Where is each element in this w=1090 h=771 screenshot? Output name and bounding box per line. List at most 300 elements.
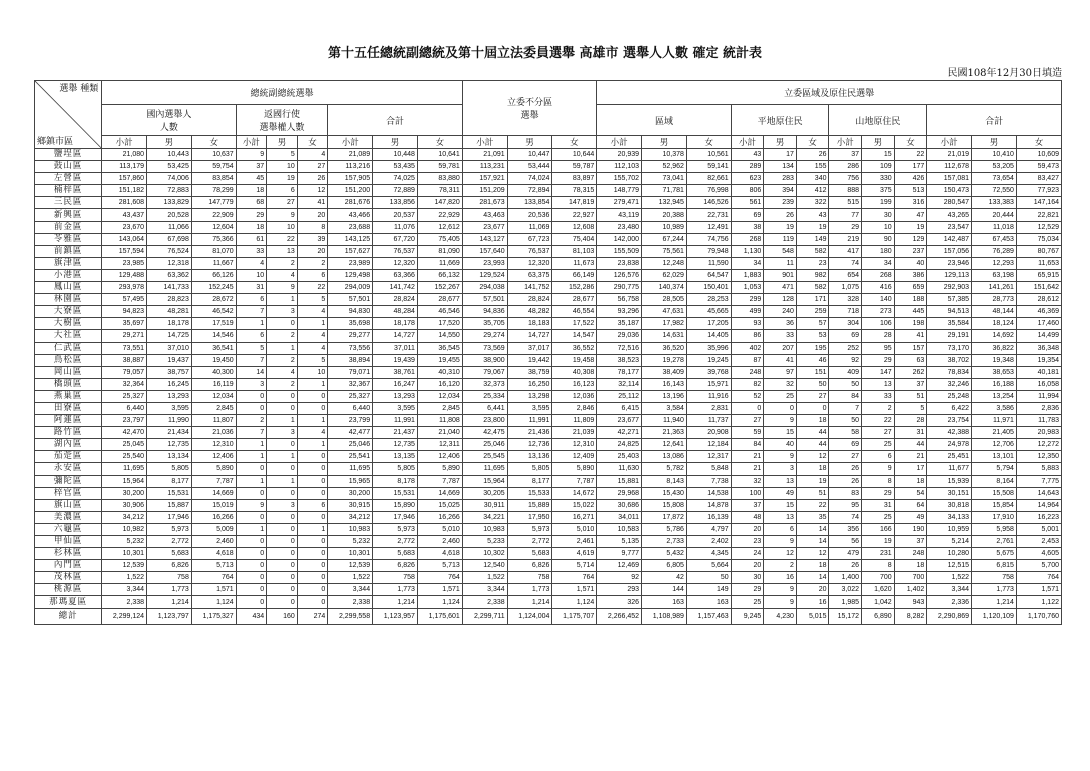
- total-value-cell: 1,175,327: [191, 608, 236, 624]
- value-cell: 582: [796, 282, 829, 294]
- value-cell: 73,654: [972, 173, 1017, 185]
- value-cell: 5,233: [462, 536, 507, 548]
- value-cell: 283: [764, 173, 797, 185]
- value-cell: 40: [764, 439, 797, 451]
- value-cell: 26: [829, 560, 862, 572]
- value-cell: 5,664: [686, 560, 731, 572]
- value-cell: 5,786: [642, 523, 687, 535]
- value-cell: 11,673: [552, 257, 597, 269]
- value-cell: 1,214: [972, 596, 1017, 608]
- value-cell: 42,470: [102, 427, 147, 439]
- value-cell: 12,612: [417, 221, 462, 233]
- value-cell: 34,212: [328, 511, 373, 523]
- value-cell: 11: [764, 257, 797, 269]
- value-cell: 15,964: [102, 475, 147, 487]
- value-cell: 71,781: [642, 185, 687, 197]
- value-cell: 14,964: [1016, 499, 1061, 511]
- value-cell: 2,460: [191, 536, 236, 548]
- total-value-cell: 2,290,869: [927, 608, 972, 624]
- value-cell: 5,232: [102, 536, 147, 548]
- value-cell: 42: [642, 572, 687, 584]
- value-cell: 37,010: [147, 342, 192, 354]
- value-cell: 294,038: [462, 282, 507, 294]
- value-cell: 1,620: [862, 584, 895, 596]
- table-row: [35, 572, 1062, 584]
- value-cell: 75,404: [552, 233, 597, 245]
- value-cell: 157,081: [927, 173, 972, 185]
- district-name-cell: 岡山區: [35, 366, 102, 378]
- value-cell: 0: [267, 318, 298, 330]
- value-cell: 18: [894, 475, 927, 487]
- value-cell: 11,809: [552, 415, 597, 427]
- value-cell: 151,200: [328, 185, 373, 197]
- value-cell: 15,808: [642, 499, 687, 511]
- value-cell: 38,887: [102, 354, 147, 366]
- table-row: [35, 499, 1062, 511]
- value-cell: 155,702: [597, 173, 642, 185]
- value-cell: 26: [829, 463, 862, 475]
- value-cell: 29: [236, 209, 267, 221]
- value-cell: 0: [297, 463, 328, 475]
- value-cell: 50: [686, 572, 731, 584]
- value-cell: 12,641: [642, 439, 687, 451]
- value-cell: 133,829: [147, 197, 192, 209]
- value-cell: 67,698: [147, 233, 192, 245]
- value-cell: 11,590: [686, 257, 731, 269]
- value-cell: 132,945: [642, 197, 687, 209]
- value-cell: 79,948: [686, 245, 731, 257]
- value-cell: 66,126: [191, 269, 236, 281]
- value-cell: 73,556: [328, 342, 373, 354]
- value-cell: 2,845: [191, 402, 236, 414]
- sub-header-male: 男: [862, 136, 895, 149]
- value-cell: 10,301: [102, 548, 147, 560]
- value-cell: 24: [731, 548, 764, 560]
- value-cell: 0: [236, 560, 267, 572]
- mountain-indigenous-header: 山地原住民: [829, 105, 927, 136]
- value-cell: 12,604: [191, 221, 236, 233]
- value-cell: 79,071: [328, 366, 373, 378]
- value-cell: 19: [796, 221, 829, 233]
- sub-header-male: 男: [267, 136, 298, 149]
- value-cell: 394: [764, 185, 797, 197]
- sub-header-subtotal: 小計: [731, 136, 764, 149]
- value-cell: 262: [894, 366, 927, 378]
- value-cell: 15,964: [462, 475, 507, 487]
- value-cell: 7: [829, 402, 862, 414]
- value-cell: 37,011: [373, 342, 418, 354]
- value-cell: 57,501: [328, 294, 373, 306]
- value-cell: 36,520: [642, 342, 687, 354]
- value-cell: 30: [862, 209, 895, 221]
- returning-voters-header: 返國行使 選舉權人數: [236, 105, 328, 136]
- sub-header-female: 女: [686, 136, 731, 149]
- value-cell: 100: [731, 487, 764, 499]
- value-cell: 5: [297, 354, 328, 366]
- value-cell: 83,854: [191, 173, 236, 185]
- value-cell: 38,409: [642, 366, 687, 378]
- value-cell: 129: [894, 233, 927, 245]
- value-cell: 152,286: [552, 282, 597, 294]
- value-cell: 17,982: [642, 318, 687, 330]
- value-cell: 140: [862, 294, 895, 306]
- value-cell: 28,823: [147, 294, 192, 306]
- value-cell: 38,894: [328, 354, 373, 366]
- value-cell: 22: [297, 282, 328, 294]
- value-cell: 9,777: [597, 548, 642, 560]
- value-cell: 5,848: [686, 463, 731, 475]
- value-cell: 17,522: [552, 318, 597, 330]
- value-cell: 61: [236, 233, 267, 245]
- value-cell: 9: [764, 451, 797, 463]
- value-cell: 3,344: [328, 584, 373, 596]
- value-cell: 67,453: [972, 233, 1017, 245]
- value-cell: 23,670: [102, 221, 147, 233]
- value-cell: 16,120: [417, 378, 462, 390]
- total-row: [35, 608, 1062, 624]
- value-cell: 28,677: [552, 294, 597, 306]
- value-cell: 14,643: [1016, 487, 1061, 499]
- value-cell: 48,284: [373, 306, 418, 318]
- value-cell: 66,149: [552, 269, 597, 281]
- value-cell: 64,547: [686, 269, 731, 281]
- value-cell: 41: [894, 330, 927, 342]
- value-cell: 113,216: [328, 161, 373, 173]
- value-cell: 17,950: [507, 511, 552, 523]
- value-cell: 15,939: [927, 475, 972, 487]
- value-cell: 38: [731, 221, 764, 233]
- total-value-cell: 2,299,124: [102, 608, 147, 624]
- value-cell: 20,939: [597, 149, 642, 161]
- value-cell: 322: [796, 197, 829, 209]
- value-cell: 129,488: [102, 269, 147, 281]
- value-cell: 9: [764, 584, 797, 596]
- value-cell: 35,698: [328, 318, 373, 330]
- value-cell: 18: [236, 185, 267, 197]
- value-cell: 32,373: [462, 378, 507, 390]
- value-cell: 19,439: [373, 354, 418, 366]
- value-cell: 23,989: [328, 257, 373, 269]
- value-cell: 152,267: [417, 282, 462, 294]
- value-cell: 166: [862, 523, 895, 535]
- value-cell: 6,826: [373, 560, 418, 572]
- value-cell: 67,720: [373, 233, 418, 245]
- value-cell: 21,089: [328, 149, 373, 161]
- value-cell: 14,550: [417, 330, 462, 342]
- sub-header-subtotal: 小計: [328, 136, 373, 149]
- value-cell: 106: [862, 318, 895, 330]
- value-cell: 1,773: [507, 584, 552, 596]
- value-cell: 12,311: [417, 439, 462, 451]
- value-cell: 239: [764, 197, 797, 209]
- value-cell: 268: [731, 233, 764, 245]
- value-cell: 14: [796, 572, 829, 584]
- value-cell: 29,274: [462, 330, 507, 342]
- value-cell: 36: [764, 318, 797, 330]
- value-cell: 25: [764, 390, 797, 402]
- total-value-cell: 1,120,109: [972, 608, 1017, 624]
- value-cell: 16,266: [191, 511, 236, 523]
- value-cell: 63,362: [147, 269, 192, 281]
- value-cell: 5,675: [972, 548, 1017, 560]
- district-name-cell: 楠梓區: [35, 185, 102, 197]
- value-cell: 129,524: [462, 269, 507, 281]
- value-cell: 40: [894, 257, 927, 269]
- value-cell: 37,017: [507, 342, 552, 354]
- value-cell: 12,406: [417, 451, 462, 463]
- value-cell: 23,946: [927, 257, 972, 269]
- value-cell: 11,808: [417, 415, 462, 427]
- value-cell: 10: [236, 269, 267, 281]
- value-cell: 16,247: [373, 378, 418, 390]
- value-cell: 27: [862, 427, 895, 439]
- value-cell: 20: [731, 523, 764, 535]
- value-cell: 65,915: [1016, 269, 1061, 281]
- value-cell: 18,178: [373, 318, 418, 330]
- value-cell: 11,783: [1016, 415, 1061, 427]
- value-cell: 43,466: [328, 209, 373, 221]
- value-cell: 16,119: [191, 378, 236, 390]
- value-cell: 11,940: [642, 415, 687, 427]
- value-cell: 14,631: [642, 330, 687, 342]
- value-cell: 21: [731, 463, 764, 475]
- value-cell: 9: [236, 499, 267, 511]
- total-value-cell: 6,890: [862, 608, 895, 624]
- value-cell: 12: [796, 451, 829, 463]
- value-cell: 3,344: [927, 584, 972, 596]
- value-cell: 163: [642, 596, 687, 608]
- value-cell: 375: [862, 185, 895, 197]
- value-cell: 38,759: [507, 366, 552, 378]
- value-cell: 171: [796, 294, 829, 306]
- value-cell: 20: [297, 209, 328, 221]
- value-cell: 147: [862, 366, 895, 378]
- value-cell: 35,996: [686, 342, 731, 354]
- value-cell: 2,836: [1016, 402, 1061, 414]
- value-cell: 40,181: [1016, 366, 1061, 378]
- value-cell: 13,101: [972, 451, 1017, 463]
- value-cell: 29,968: [597, 487, 642, 499]
- value-cell: 5,214: [927, 536, 972, 548]
- value-cell: 6,415: [597, 402, 642, 414]
- value-cell: 29,036: [597, 330, 642, 342]
- district-name-cell: 小港區: [35, 269, 102, 281]
- value-cell: 2,831: [686, 402, 731, 414]
- value-cell: 2: [764, 560, 797, 572]
- value-cell: 2,338: [462, 596, 507, 608]
- value-cell: 1: [236, 439, 267, 451]
- value-cell: 412: [796, 185, 829, 197]
- value-cell: 3,022: [829, 584, 862, 596]
- value-cell: 293: [597, 584, 642, 596]
- value-cell: 157,860: [102, 173, 147, 185]
- value-cell: 53,444: [507, 161, 552, 173]
- value-cell: 12,034: [191, 390, 236, 402]
- table-row: [35, 149, 1062, 161]
- value-cell: 43: [796, 209, 829, 221]
- value-cell: 83,897: [552, 173, 597, 185]
- district-name-cell: 鼓山區: [35, 161, 102, 173]
- value-cell: 38,702: [927, 354, 972, 366]
- value-cell: 1: [297, 318, 328, 330]
- value-cell: 18: [894, 560, 927, 572]
- value-cell: 48,282: [507, 306, 552, 318]
- value-cell: 72,889: [373, 185, 418, 197]
- value-cell: 4,345: [686, 548, 731, 560]
- value-cell: 11,695: [102, 463, 147, 475]
- value-cell: 97: [764, 366, 797, 378]
- value-cell: 93,296: [597, 306, 642, 318]
- value-cell: 10,609: [1016, 149, 1061, 161]
- value-cell: 1,214: [507, 596, 552, 608]
- value-cell: 0: [236, 584, 267, 596]
- value-cell: 22,821: [1016, 209, 1061, 221]
- value-cell: 21: [731, 451, 764, 463]
- value-cell: 758: [972, 572, 1017, 584]
- value-cell: 10,959: [927, 523, 972, 535]
- value-cell: 513: [894, 185, 927, 197]
- value-cell: 29: [731, 584, 764, 596]
- value-cell: 24,978: [927, 439, 972, 451]
- value-cell: 180: [862, 245, 895, 257]
- value-cell: 39: [297, 233, 328, 245]
- value-cell: 11,066: [147, 221, 192, 233]
- value-cell: 16: [764, 572, 797, 584]
- value-cell: 8: [862, 560, 895, 572]
- value-cell: 30,151: [927, 487, 972, 499]
- value-cell: 57,385: [927, 294, 972, 306]
- value-cell: 25,046: [328, 439, 373, 451]
- value-cell: 2,461: [552, 536, 597, 548]
- value-cell: 15,889: [507, 499, 552, 511]
- value-cell: 86: [731, 330, 764, 342]
- value-cell: 582: [796, 245, 829, 257]
- value-cell: 5,010: [552, 523, 597, 535]
- value-cell: 67,723: [507, 233, 552, 245]
- value-cell: 53,425: [147, 161, 192, 173]
- value-cell: 59,787: [552, 161, 597, 173]
- value-cell: 18,183: [507, 318, 552, 330]
- sub-header-subtotal: 小計: [829, 136, 862, 149]
- value-cell: 37: [236, 161, 267, 173]
- value-cell: 8,178: [373, 475, 418, 487]
- value-cell: 6,441: [462, 402, 507, 414]
- value-cell: 15,531: [373, 487, 418, 499]
- value-cell: 2: [297, 257, 328, 269]
- table-row: [35, 161, 1062, 173]
- value-cell: 87: [731, 354, 764, 366]
- value-cell: 0: [297, 560, 328, 572]
- value-cell: 72,894: [507, 185, 552, 197]
- value-cell: 12,320: [507, 257, 552, 269]
- value-cell: 25: [862, 511, 895, 523]
- value-cell: 50: [829, 378, 862, 390]
- value-cell: 30: [731, 572, 764, 584]
- value-cell: 15,971: [686, 378, 731, 390]
- value-cell: 155: [796, 161, 829, 173]
- district-name-cell: 大社區: [35, 330, 102, 342]
- value-cell: 12,539: [102, 560, 147, 572]
- value-cell: 133,856: [373, 197, 418, 209]
- value-cell: 20,983: [1016, 427, 1061, 439]
- value-cell: 5,432: [642, 548, 687, 560]
- value-cell: 1,522: [462, 572, 507, 584]
- district-name-cell: 林園區: [35, 294, 102, 306]
- value-cell: 109: [862, 161, 895, 173]
- value-cell: 248: [731, 366, 764, 378]
- sub-header-subtotal: 小計: [597, 136, 642, 149]
- value-cell: 386: [894, 269, 927, 281]
- value-cell: 13,298: [507, 390, 552, 402]
- value-cell: 328: [829, 294, 862, 306]
- value-cell: 147,164: [1016, 197, 1061, 209]
- total-value-cell: 2,299,558: [328, 608, 373, 624]
- value-cell: 146,526: [686, 197, 731, 209]
- value-cell: 13,136: [507, 451, 552, 463]
- value-cell: 82,661: [686, 173, 731, 185]
- value-cell: 2: [236, 415, 267, 427]
- corner-type-label: 選舉 種類: [59, 84, 99, 94]
- value-cell: 19,348: [972, 354, 1017, 366]
- value-cell: 10,983: [462, 523, 507, 535]
- value-cell: 9: [764, 536, 797, 548]
- value-cell: 190: [894, 523, 927, 535]
- value-cell: 0: [764, 402, 797, 414]
- value-cell: 141,733: [147, 282, 192, 294]
- district-name-cell: 仁武區: [35, 342, 102, 354]
- value-cell: 12,034: [417, 390, 462, 402]
- page-title: 第十五任總統副總統及第十屆立法委員選舉 高雄市 選舉人人數 確定 統計表: [327, 46, 763, 61]
- value-cell: 5,805: [373, 463, 418, 475]
- value-cell: 20: [297, 245, 328, 257]
- value-cell: 34: [862, 257, 895, 269]
- value-cell: 0: [236, 402, 267, 414]
- value-cell: 36,822: [972, 342, 1017, 354]
- table-row: [35, 221, 1062, 233]
- value-cell: 93: [731, 318, 764, 330]
- value-cell: 59,141: [686, 161, 731, 173]
- value-cell: 16,266: [417, 511, 462, 523]
- value-cell: 10: [862, 221, 895, 233]
- value-cell: 12,318: [147, 257, 192, 269]
- value-cell: 21,039: [552, 427, 597, 439]
- value-cell: 10,983: [328, 523, 373, 535]
- value-cell: 0: [267, 536, 298, 548]
- value-cell: 68: [236, 197, 267, 209]
- total-label-cell: 總計: [35, 608, 102, 624]
- table-row: [35, 548, 1062, 560]
- value-cell: 25: [731, 596, 764, 608]
- value-cell: 252: [829, 342, 862, 354]
- sub-header-male: 男: [642, 136, 687, 149]
- value-cell: 0: [297, 390, 328, 402]
- district-name-cell: 桃源區: [35, 584, 102, 596]
- value-cell: 23: [731, 536, 764, 548]
- district-name-cell: 左營區: [35, 173, 102, 185]
- value-cell: 47: [894, 209, 927, 221]
- value-cell: 7,775: [1016, 475, 1061, 487]
- value-cell: 45: [236, 173, 267, 185]
- value-cell: 22: [894, 149, 927, 161]
- total-value-cell: 1,157,463: [686, 608, 731, 624]
- value-cell: 41: [764, 354, 797, 366]
- value-cell: 0: [236, 572, 267, 584]
- value-cell: 0: [267, 439, 298, 451]
- value-cell: 48,281: [147, 306, 192, 318]
- value-cell: 13,196: [642, 390, 687, 402]
- value-cell: 62,029: [642, 269, 687, 281]
- value-cell: 25,045: [102, 439, 147, 451]
